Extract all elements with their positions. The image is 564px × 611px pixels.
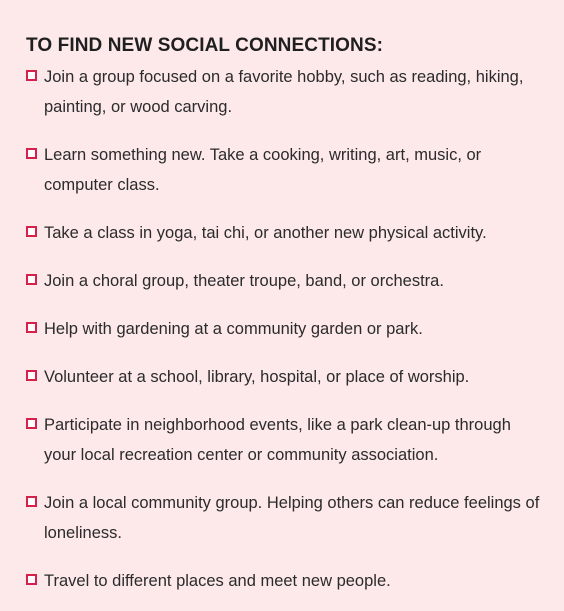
checkbox-icon[interactable] (26, 370, 37, 381)
checklist-item-text: Volunteer at a school, library, hospital, or place of worship. (44, 368, 470, 386)
checklist-item (26, 62, 544, 122)
checklist-item (26, 266, 544, 296)
checkbox-icon[interactable] (26, 574, 37, 585)
checklist-item (26, 410, 544, 470)
checklist-item (26, 566, 544, 596)
checklist-item-text: Join a group focused on a favorite hobby, such as reading, hiking, painting, or wood carving. (44, 68, 524, 116)
checklist-item-text: Participate in neighborhood events, like a park clean-up through your local recreation center or community association. (44, 416, 511, 464)
checkbox-icon[interactable] (26, 418, 37, 429)
checklist-item-text: Join a choral group, theater troupe, band, or orchestra. (44, 272, 444, 290)
checklist-item-text: Help with gardening at a community garden or park. (44, 320, 423, 338)
checklist-item (26, 362, 544, 392)
checkbox-icon[interactable] (26, 496, 37, 507)
checkbox-icon[interactable] (26, 148, 37, 159)
checklist (26, 62, 544, 596)
checklist-item-text: Learn something new. Take a cooking, writing, art, music, or computer class. (44, 146, 482, 194)
checkbox-icon[interactable] (26, 322, 37, 333)
checkbox-icon[interactable] (26, 226, 37, 237)
checkbox-icon[interactable] (26, 274, 37, 285)
checklist-item-text: Take a class in yoga, tai chi, or another new physical activity. (44, 224, 487, 242)
checklist-item-text: Travel to different places and meet new people. (44, 572, 391, 590)
checklist-item (26, 488, 544, 548)
panel-heading: TO FIND NEW SOCIAL CONNECTIONS: (26, 35, 384, 56)
checkbox-icon[interactable] (26, 70, 37, 81)
checklist-item (26, 314, 544, 344)
checklist-item (26, 140, 544, 200)
checklist-item (26, 218, 544, 248)
checklist-item-text: Join a local community group. Helping others can reduce feelings of loneliness. (44, 494, 540, 542)
